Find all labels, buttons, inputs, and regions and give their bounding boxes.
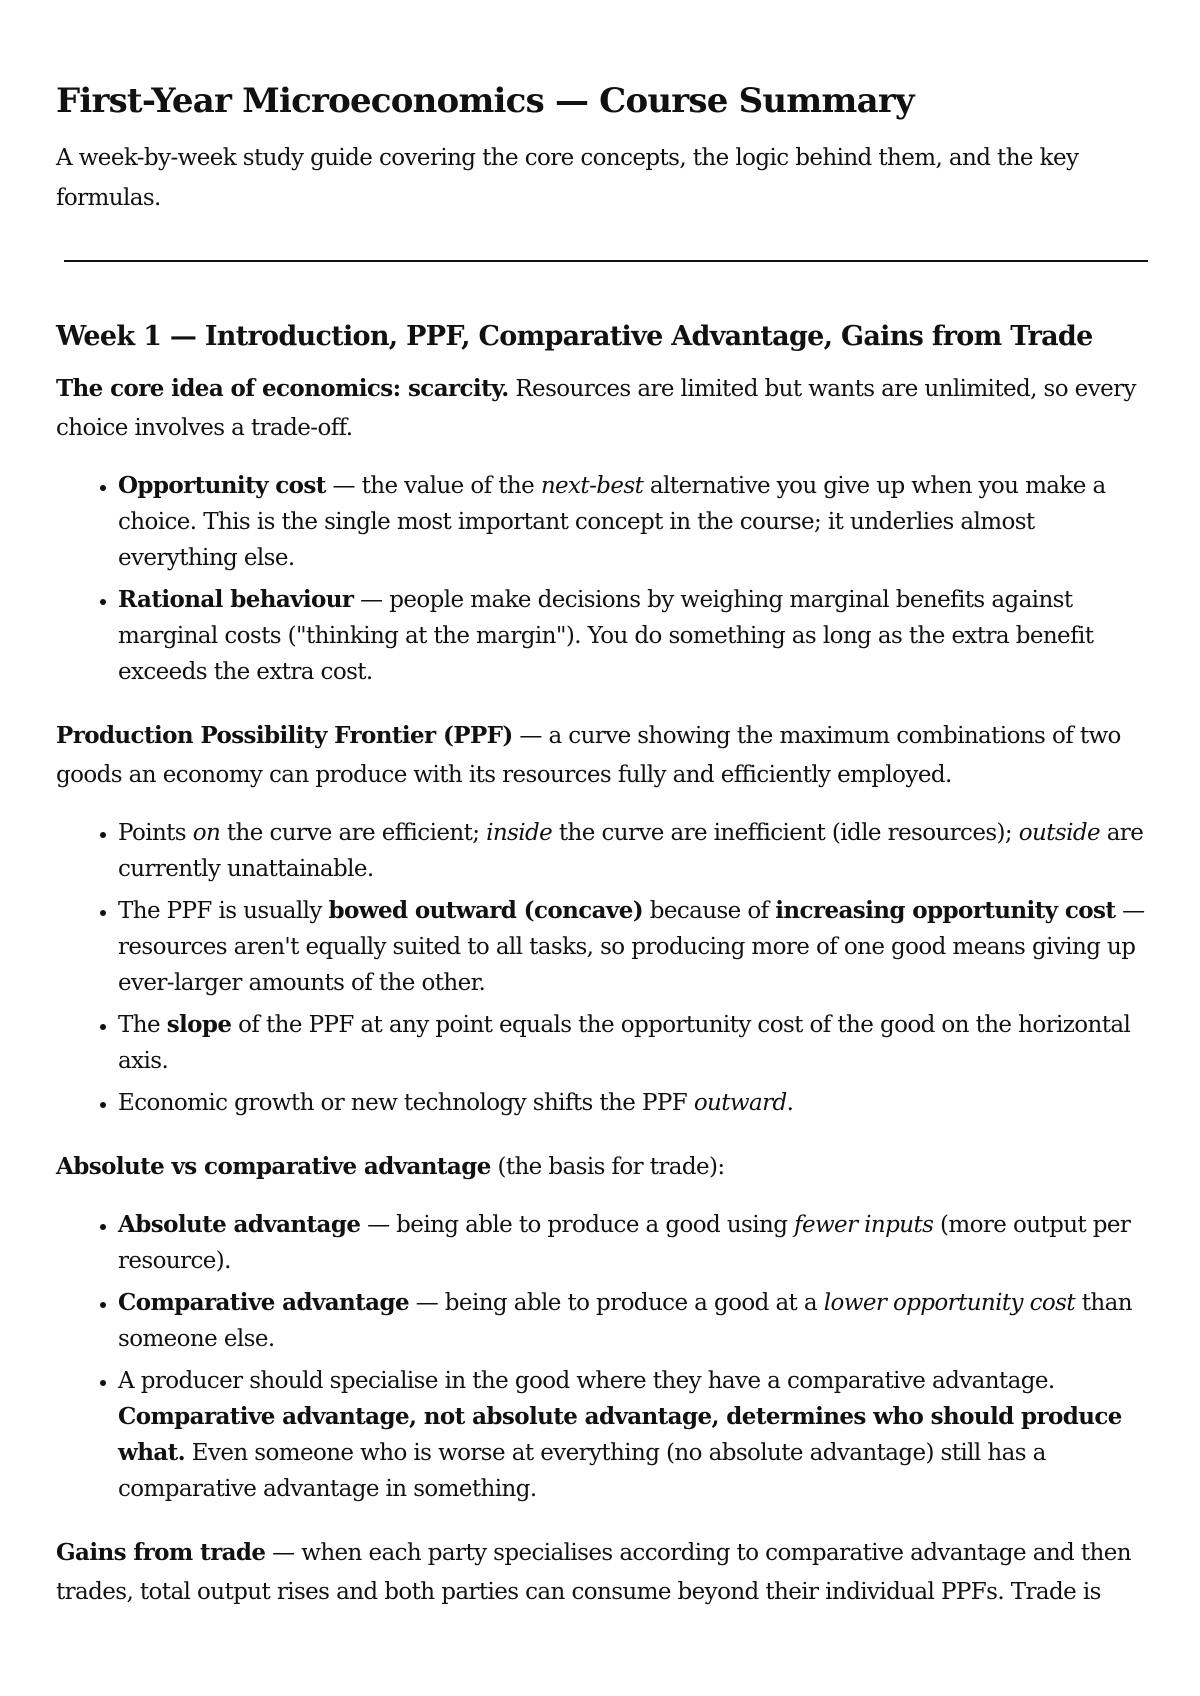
scarcity-term: The core idea of economics: scarcity.: [56, 375, 509, 402]
list-item-ppf-points: • Points on the curve are efficient; inside the curve are inefficient (idle resources); outside are currently unattainable.: [118, 815, 1148, 887]
page-subtitle: A week-by-week study guide covering the core concepts, the logic behind them, and the key formulas.: [56, 145, 1079, 211]
gains-from-trade: Gains from trade — when each party specialises according to comparative advantage and then trades, total output rises and both parties can consume beyond their individual PPFs. Trade is: [56, 1539, 1131, 1605]
list-item-ppf-bowed: • The PPF is usually bowed outward (concave) because of increasing opportunity cost — resources aren't equally suited to all tasks, so producing more of one good means giving up ever-larger amounts of the other.: [118, 893, 1148, 1001]
list-item-ppf-growth: • Economic growth or new technology shifts the PPF outward.: [118, 1085, 1148, 1121]
ppf-list: [56, 815, 1148, 1121]
list-item-absolute-advantage: • Absolute advantage — being able to produce a good using fewer inputs (more output per resource).: [118, 1207, 1148, 1279]
advantage-list: [56, 1207, 1148, 1507]
page-title: First-Year Microeconomics — Course Summary: [56, 81, 914, 121]
week1-intro: The core idea of economics: scarcity. Resources are limited but wants are unlimited, so every choice involves a trade-off.: [56, 375, 1136, 441]
ppf-definition: Production Possibility Frontier (PPF) — a curve showing the maximum combinations of two goods an economy can produce with its resources fully and efficiently employed.: [56, 722, 1121, 788]
list-item-rational-behaviour: • Rational behaviour — people make decisions by weighing marginal benefits against marginal costs ("thinking at the margin"). You do something as long as the extra benefit exceeds the extra cost.: [118, 582, 1148, 690]
intro-list: [56, 468, 1148, 690]
list-item-comparative-advantage: • Comparative advantage — being able to produce a good at a lower opportunity cost than someone else.: [118, 1285, 1148, 1357]
list-item-specialisation: • A producer should specialise in the good where they have a comparative advantage. Comparative advantage, not absolute advantage, determines who should produce what. Even someone who is worse at everything (no absolute advantage) still has a comparative advantage in something.: [118, 1363, 1148, 1507]
advantage-intro: Absolute vs comparative advantage (the basis for trade):: [56, 1153, 725, 1180]
list-item-ppf-slope: • The slope of the PPF at any point equals the opportunity cost of the good on the horizontal axis.: [118, 1007, 1148, 1079]
week1-heading: Week 1 — Introduction, PPF, Comparative Advantage, Gains from Trade: [56, 321, 1093, 352]
title-divider: [64, 260, 1148, 262]
list-item-opportunity-cost: • Opportunity cost — the value of the next-best alternative you give up when you make a choice. This is the single most important concept in the course; it underlies almost everything else.: [118, 468, 1148, 576]
